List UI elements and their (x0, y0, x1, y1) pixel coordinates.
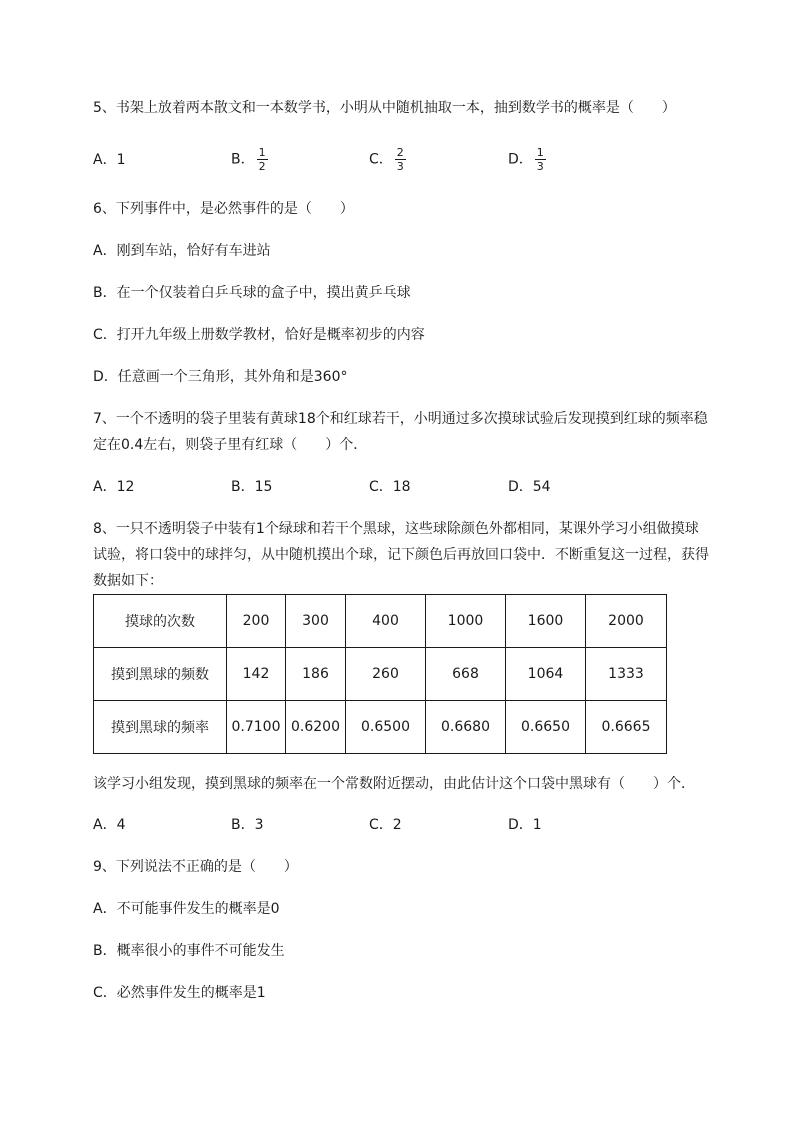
table-cell: 300 (286, 595, 346, 648)
table-cell: 1000 (426, 595, 506, 648)
table-cell: 186 (286, 648, 346, 701)
q9-option-a: A．不可能事件发生的概率是0 (93, 901, 280, 917)
table-cell: 142 (227, 648, 286, 701)
q8-after-text: 该学习小组发现，摸到黑球的频率在一个常数附近摆动，由此估计这个口袋中黑球有（ ）个． (93, 776, 695, 792)
table-cell: 200 (227, 595, 286, 648)
q8-option-b: B．3 (231, 817, 264, 833)
table-cell: 260 (346, 648, 426, 701)
q5-stem: 5、书架上放着两本散文和一本数学书，小明从中随机抽取一本，抽到数学书的概率是（ ） (93, 100, 676, 116)
q8-data-table (93, 594, 667, 754)
q6-option-c: C．打开九年级上册数学教材，恰好是概率初步的内容 (93, 327, 425, 343)
table-cell: 1333 (586, 648, 667, 701)
table-cell: 0.6665 (586, 701, 667, 754)
q8-option-d: D．1 (508, 817, 542, 833)
table-cell: 0.6500 (346, 701, 426, 754)
q7-option-d: D．54 (508, 479, 551, 495)
q7-option-c: C．18 (369, 479, 411, 495)
q6-option-a: A．刚到车站，恰好有车进站 (93, 243, 271, 259)
row-label: 摸到黑球的频率 (94, 701, 227, 754)
table-cell: 400 (346, 595, 426, 648)
table-cell: 2000 (586, 595, 667, 648)
q8-stem-line2: 试验，将口袋中的球拌匀，从中随机摸出个球，记下颜色后再放回口袋中．不断重复这一过程，获得 (93, 547, 709, 563)
q6-option-d: D．任意画一个三角形，其外角和是360° (93, 369, 348, 385)
q8-option-c: C．2 (369, 817, 402, 833)
table-cell: 0.6650 (506, 701, 586, 754)
q7-option-b: B．15 (231, 479, 273, 495)
table-cell: 0.6680 (426, 701, 506, 754)
table-row (94, 648, 667, 701)
q9-stem: 9、下列说法不正确的是（ ） (93, 859, 298, 875)
q9-option-c: C．必然事件发生的概率是1 (93, 985, 266, 1001)
q6-option-b: B．在一个仅装着白乒乓球的盒子中，摸出黄乒乓球 (93, 285, 411, 301)
q8-option-a: A．4 (93, 817, 126, 833)
table-cell: 668 (426, 648, 506, 701)
q5-option-c: C． $\frac{2}{3}$ (369, 146, 404, 173)
q5-option-d: D． $\frac{1}{3}$ (508, 146, 544, 173)
table-cell: 0.6200 (286, 701, 346, 754)
table-cell: 0.7100 (227, 701, 286, 754)
row-label: 摸球的次数 (94, 595, 227, 648)
q5-option-a: A．1 (93, 152, 126, 168)
table-cell: 1600 (506, 595, 586, 648)
q9-option-b: B．概率很小的事件不可能发生 (93, 943, 285, 959)
table-row (94, 595, 667, 648)
table-cell: 1064 (506, 648, 586, 701)
q6-stem: 6、下列事件中，是必然事件的是（ ） (93, 201, 354, 217)
q7-stem-line1: 7、一个不透明的袋子里装有黄球18个和红球若干，小明通过多次摸球试验后发现摸到红球的频率稳 (93, 411, 708, 427)
q8-stem-line1: 8、一只不透明袋子中装有1个绿球和若干个黑球，这些球除颜色外都相同，某课外学习小组做摸球 (93, 521, 699, 537)
row-label: 摸到黑球的频数 (94, 648, 227, 701)
q7-option-a: A．12 (93, 479, 135, 495)
q5-option-b: B． $\frac{1}{2}$ (231, 146, 266, 173)
table-row (94, 701, 667, 754)
q8-stem-line3: 数据如下： (93, 573, 163, 589)
q7-stem-line2: 定在0.4左右，则袋子里有红球（ ）个． (93, 437, 368, 453)
